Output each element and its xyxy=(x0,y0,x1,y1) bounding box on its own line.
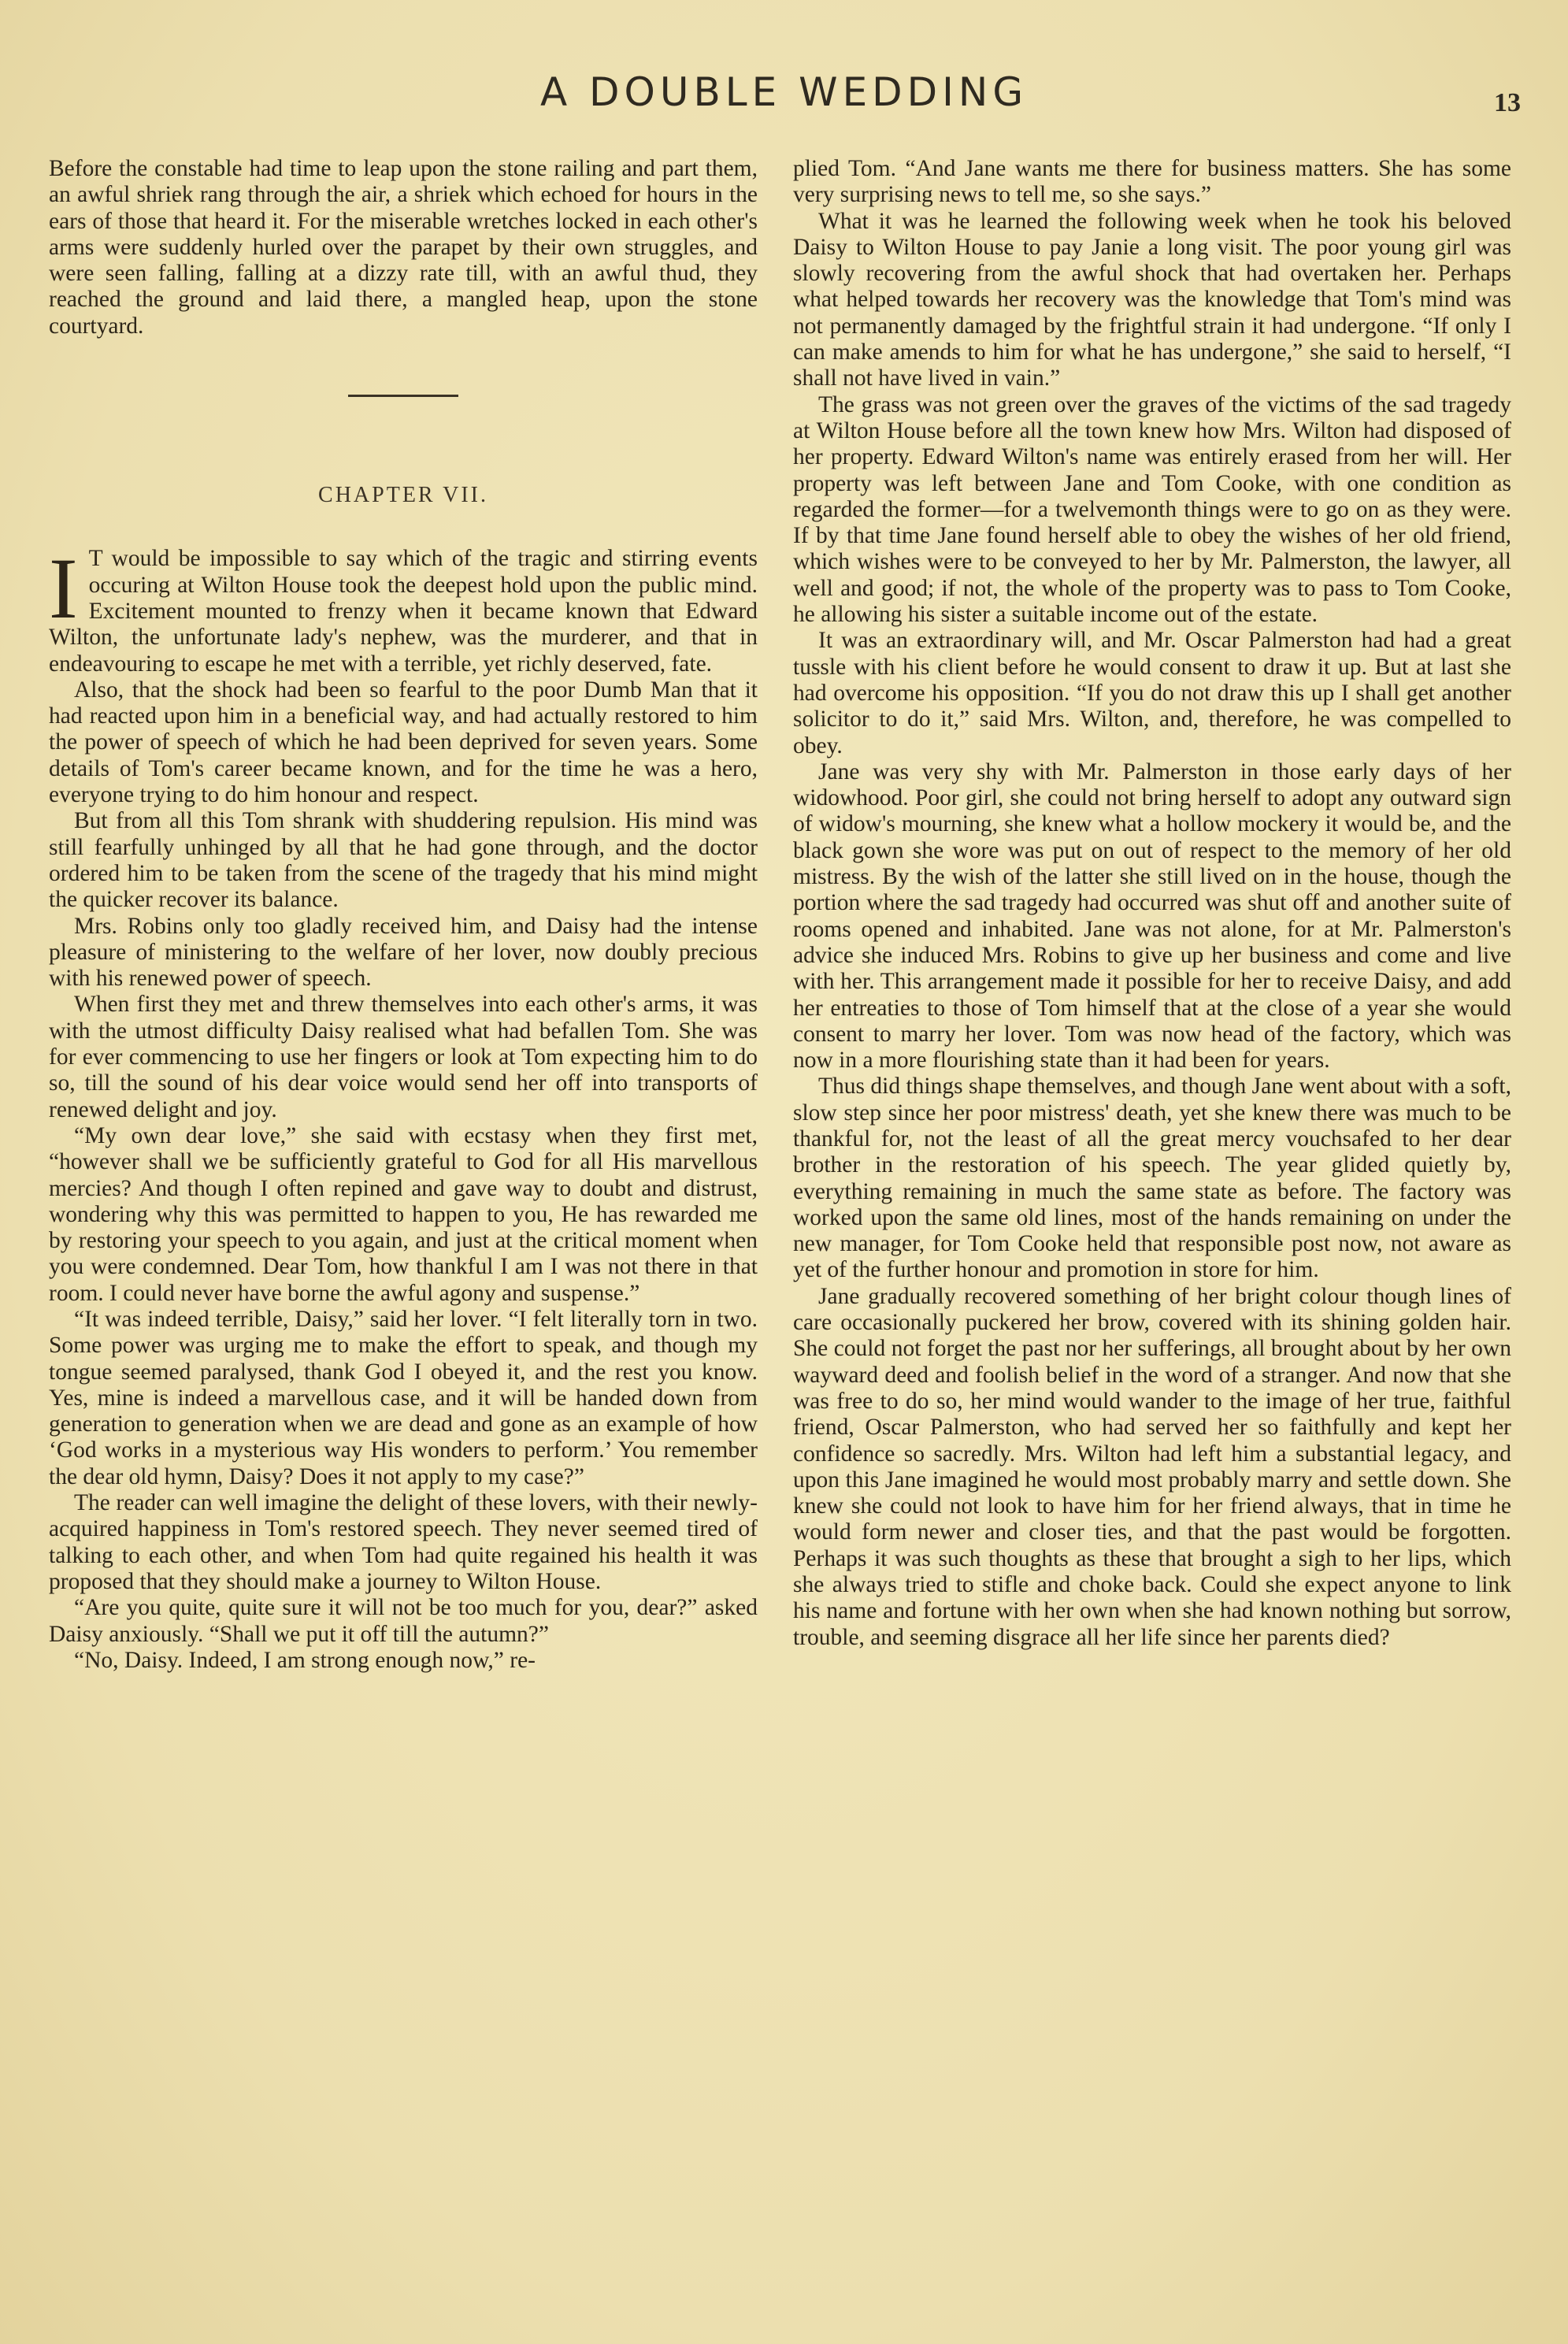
opening-paragraph: Before the constable had time to leap upon the stone railing and part them, an awful shriek rang through the air, a shriek which echoed for hours in the ears of those that heard it. For the miserable wretches locked in each other's arms were suddenly hurled over the parapet by their own struggles, and were seen falling, falling at a dizzy rate till, with an awful thud, they reached the ground and laid there, a mangled heap, upon the stone courtyard. xyxy=(49,156,758,339)
paragraph: The reader can well imagine the delight of these lovers, with their newly-acquired happiness in Tom's restored speech. They never seemed tired of talking to each other, and when Tom had quite regained his health it was proposed that they should make a journey to Wilton House. xyxy=(49,1490,758,1594)
paragraph: Mrs. Robins only too gladly received him, and Daisy had the intense pleasure of ministering to the welfare of her lover, now doubly precious with his renewed power of speech. xyxy=(49,913,758,992)
chapter-heading: CHAPTER VII. xyxy=(318,483,488,508)
section-divider xyxy=(348,395,458,397)
paragraph: Also, that the shock had been so fearful to the poor Dumb Man that it had reacted upon him in a beneficial way, and had actually restored to him the power of speech of which he had been deprived for seven years. Some details of Tom's career became known, and for the time he was a hero, everyone trying to do him honour and respect. xyxy=(49,677,758,808)
paragraph: When first they met and threw themselves into each other's arms, it was with the utmost difficulty Daisy realised what had befallen Tom. She was for ever commencing to use her fingers or look at Tom expecting him to do so, till the sound of his dear voice would send her off into transports of renewed delight and joy. xyxy=(49,992,758,1122)
paragraph: What it was he learned the following week when he took his beloved Daisy to Wilton House to pay Janie a long visit. The poor young girl was slowly recovering from the awful shock that had overtaken her. Perhaps what helped towards her recovery was the knowledge that Tom's mind was not permanently damaged by the frightful strain it had undergone. “If only I can make amends to him for what he has undergone,” she said to herself, “I shall not have lived in vain.” xyxy=(793,208,1511,391)
chapter-first-paragraph-text: T would be impossible to say which of the tragic and stirring events occuring at Wilton House took the deepest hold upon the public mind. Excitement mounted to frenzy when it became known that Edward Wilton, the unfortunate lady's nephew, was the murderer, and that in endeavouring to escape he met with a terrible, yet richly deserved, fate. xyxy=(49,546,758,677)
right-column xyxy=(793,156,1511,1651)
paragraph: It was an extraordinary will, and Mr. Oscar Palmerston had had a great tussle with his client before he would consent to draw it up. But at last she had overcome his opposition. “If you do not draw this up I shall get another solicitor to do it,” said Mrs. Wilton, and, therefore, he was compelled to obey. xyxy=(793,628,1511,758)
paragraph: Jane was very shy with Mr. Palmerston in those early days of her widowhood. Poor girl, she could not bring herself to adopt any outward sign of widow's mourning, she knew what a hollow mockery it would be, and the black gown she wore was put on out of respect to the memory of her old mistress. By the wish of the latter she still lived on in the house, though the portion where the sad tragedy had occurred was shut off and another suite of rooms opened and inhabited. Jane was not alone, for at Mr. Palmerston's advice she induced Mrs. Robins to give up her business and come and live with her. This arrangement made it possible for her to receive Daisy, and add her entreaties to those of Tom himself that at the close of a year she would consent to marry her lover. Tom was now head of the factory, which was now in a more flourishing state than it had been for years. xyxy=(793,758,1511,1074)
paragraph: Thus did things shape themselves, and though Jane went about with a soft, slow step since her poor mistress' death, yet she knew there was much to be thankful for, not the least of all the great mercy vouchsafed to her dear brother in the restoration of his speech. The year glided quietly by, everything remaining in much the same state as before. The factory was worked upon the same old lines, most of the hands remaining on under the new manager, for Tom Cooke held that responsible post now, not aware as yet of the further honour and promotion in store for him. xyxy=(793,1074,1511,1283)
drop-cap: I xyxy=(49,540,78,637)
paragraph: Jane gradually recovered something of her bright colour though lines of care occasionally puckered her brow, covered with its shining golden hair. She could not forget the past nor her sufferings, all brought about by her own wayward deed and foolish belief in the word of a stranger. And now that she was free to do so, her mind would wander to the image of her true, faithful friend, Oscar Palmerston, who had served her so faithfully and kept her confidence so sacredly. Mrs. Wilton had left him a substantial legacy, and upon this Jane imagined he would most probably marry and settle down. She knew she could not look to have him for her friend always, that in time he would form newer and closer ties, and that the past would be forgotten. Perhaps it was such thoughts as these that brought a sigh to her lips, which she always tried to stifle and choke back. Could she expect anyone to link his name and fortune with her own when she had known nothing but sorrow, trouble, and seeming disgrace all her life since her parents died? xyxy=(793,1283,1511,1650)
continued-paragraph: plied Tom. “And Jane wants me there for business matters. She has some very surprising news to tell me, so she says.” xyxy=(793,156,1511,208)
paragraph: But from all this Tom shrank with shuddering repulsion. His mind was still fearfully unhinged by all that he had gone through, and the doctor ordered him to be taken from the scene of the tragedy that his mind might the quicker recover its balance. xyxy=(49,808,758,913)
left-column xyxy=(49,156,758,1674)
paragraph: “Are you quite, quite sure it will not be too much for you, dear?” asked Daisy anxiously. “Shall we put it off till the autumn?” xyxy=(49,1595,758,1647)
page-number: 13 xyxy=(1494,88,1521,117)
chapter-first-paragraph xyxy=(49,540,758,677)
paragraph: The grass was not green over the graves of the victims of the sad tragedy at Wilton House before all the town knew how Mrs. Wilton had disposed of her property. Edward Wilton's name was entirely erased from her will. Her property was left between Jane and Tom Cooke, with one condition as regarded the former—for a twelvemonth things were to go on as they were. If by that time Jane found herself able to obey the wishes of her old friend, which wishes were to be conveyed to her by Mr. Palmerston, the lawyer, all well and good; if not, the whole of the property was to pass to Tom Cooke, he allowing his sister a suitable income out of the estate. xyxy=(793,391,1511,628)
running-title: A DOUBLE WEDDING xyxy=(539,69,1029,115)
paragraph: “My own dear love,” she said with ecstasy when they first met, “however shall we be sufficiently grateful to God for all His marvellous mercies? And though I often repined and gave way to doubt and distrust, wondering why this was permitted to happen to you, He has rewarded me by restoring your speech to you again, and just at the critical moment when you were condemned. Dear Tom, how thankful I am I was not there in that room. I could never have borne the awful agony and suspense.” xyxy=(49,1122,758,1306)
paragraph: “No, Daisy. Indeed, I am strong enough now,” re- xyxy=(74,1647,536,1673)
paragraph: “It was indeed terrible, Daisy,” said her lover. “I felt literally torn in two. Some power was urging me to make the effort to speak, and though my tongue seemed paralysed, thank God I obeyed it, and the rest you know. Yes, mine is indeed a marvellous case, and it will be handed down from generation to generation when we are dead and gone as an example of how ‘God works in a mysterious way His wonders to perform.’ You remember the dear old hymn, Daisy? Does it not apply to my case?” xyxy=(49,1306,758,1489)
